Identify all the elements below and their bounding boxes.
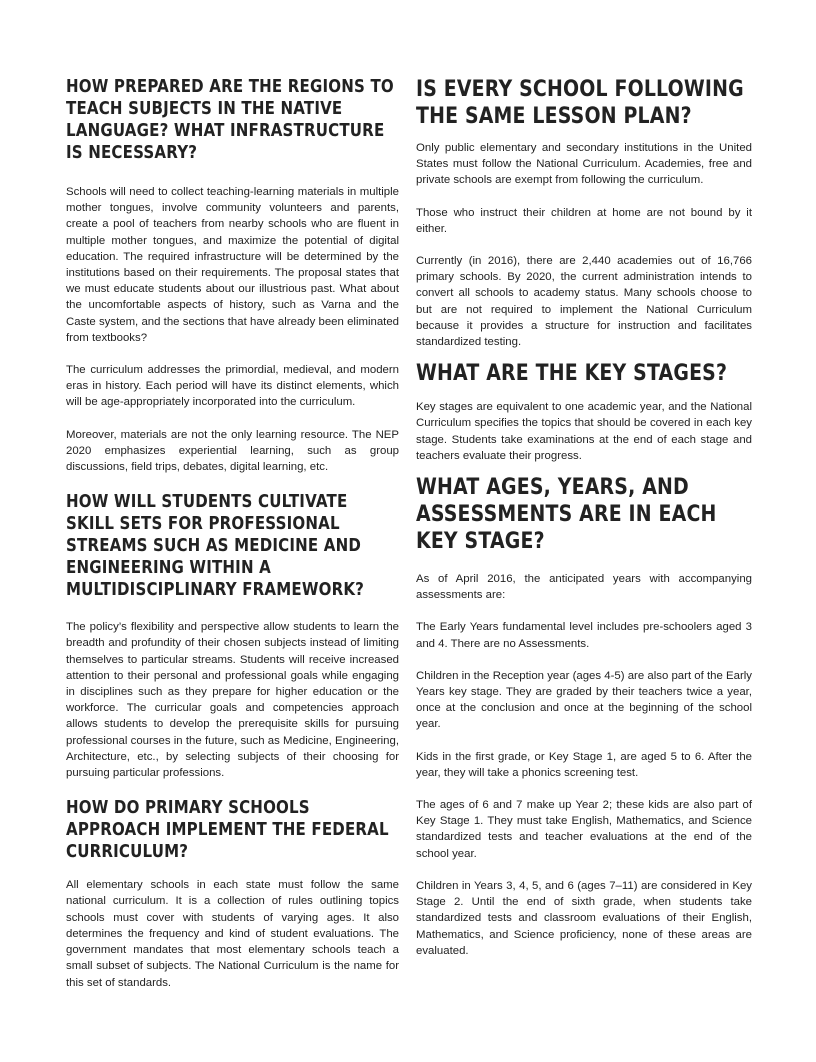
section-heading: WHAT ARE THE KEY STAGES? (416, 361, 728, 387)
paragraph: Children in Years 3, 4, 5, and 6 (ages 7–11) are considered in Key Stage 2. Until the end of sixth grade, when students take standardized tests and classroom evaluations of their English, Mathematics, and Science proficiency, none of these areas are evaluated. (416, 879, 752, 957)
section-federal-curriculum (66, 797, 399, 990)
section-heading: HOW WILL STUDENTS CULTIVATE SKILL SETS FOR PROFESSIONAL STREAMS SUCH AS MEDICINE AND ENGINEERING WITHIN A MULTIDISCIPLINARY FRAMEWORK? (66, 492, 365, 601)
section-key-stages (416, 360, 752, 464)
paragraph: Those who instruct their children at home are not bound by it either. (416, 206, 752, 235)
paragraph: The ages of 6 and 7 make up Year 2; these kids are also part of Key Stage 1. They must take English, Mathematics, and Science standardized tests and teacher evaluations at the end of the school year. (416, 799, 752, 860)
left-column (66, 76, 399, 1062)
paragraph: As of April 2016, the anticipated years with accompanying assessments are: (416, 573, 752, 602)
paragraph: The policy’s flexibility and perspective allow students to learn the breadth and profundity of their chosen subjects instead of limiting themselves to particular streams. Students will receive increased attention to their personal and professional goals while engaging in disciplines such as they prepare for higher education or the workforce. The curricular goals and competencies approach allows students to develop the prerequisite skills for pursuing professional courses in the future, such as Medicine, Engineering, Architecture, etc., by selecting subjects of their choosing for pursuing particular professions. (66, 621, 399, 780)
paragraph: Moreover, materials are not the only learning resource. The NEP 2020 emphasizes experiential learning, such as group discussions, field trips, debates, digital learning, etc. (66, 428, 399, 474)
right-column (416, 76, 752, 1062)
paragraph: Kids in the first grade, or Key Stage 1, are aged 5 to 6. After the year, they will take a phonics screening test. (416, 750, 752, 779)
paragraph: Currently (in 2016), there are 2,440 academies out of 16,766 primary schools. By 2020, the current administration intends to convert all schools to academy status. Many schools choose to but are not required to implement the National Curriculum because it provides a structure for instruction and facilitates standardized testing. (416, 255, 752, 349)
paragraph: Children in the Reception year (ages 4-5) are also part of the Early Years key stage. They are graded by their teachers twice a year, once at the conclusion and once at the beginning of the school year. (416, 669, 752, 731)
section-same-lesson-plan (416, 76, 752, 350)
paragraph: Only public elementary and secondary institutions in the United States must follow the National Curriculum. Academies, free and private schools are exempt from following the curriculum. (416, 142, 752, 187)
section-heading: WHAT AGES, YEARS, AND ASSESSMENTS ARE IN EACH KEY STAGE? (416, 475, 717, 555)
section-heading: IS EVERY SCHOOL FOLLOWING THE SAME LESSON PLAN? (416, 77, 744, 129)
paragraph: Key stages are equivalent to one academic year, and the National Curriculum specifies the topics that should be covered in each key stage. Students take examinations at the end of each stage and teachers evaluate their progress. (416, 401, 752, 462)
paragraph: The curriculum addresses the primordial, medieval, and modern eras in history. Each period will have its distinct elements, which will be age-appropriately incorporated into the curriculum. (66, 364, 399, 409)
section-native-language (66, 76, 399, 475)
section-heading: HOW PREPARED ARE THE REGIONS TO TEACH SUBJECTS IN THE NATIVE LANGUAGE? WHAT INFRASTRUCTURE IS NECESSARY? (66, 77, 394, 163)
paragraph: Schools will need to collect teaching-learning materials in multiple mother tongues, involve community volunteers and parents, create a pool of teachers from nearby schools who are fluent in multiple mother tongues, and maximize the potential of digital education. The required infrastructure will be determined by the institutions based on their requirements. The proposal states that we must educate students about our illustrious past. What about the uncomfortable aspects of history, such as Varna and the Caste system, and the sections that have already been eliminated from textbooks? (66, 186, 399, 344)
section-heading: HOW DO PRIMARY SCHOOLS APPROACH IMPLEMENT THE FEDERAL CURRICULUM? (66, 798, 389, 863)
paragraph: All elementary schools in each state must follow the same national curriculum. It is a collection of rules outlining topics schools must cover with students of varying ages. It also determines the frequency and kind of student evaluations. The government mandates that most elementary schools teach a small subset of subjects. The National Curriculum is the name for this set of standards. (66, 879, 399, 989)
paragraph: The Early Years fundamental level includes pre-schoolers aged 3 and 4. There are no Assessments. (416, 621, 752, 650)
section-ages-years-assessments (416, 474, 752, 959)
section-professional-streams (66, 491, 399, 781)
